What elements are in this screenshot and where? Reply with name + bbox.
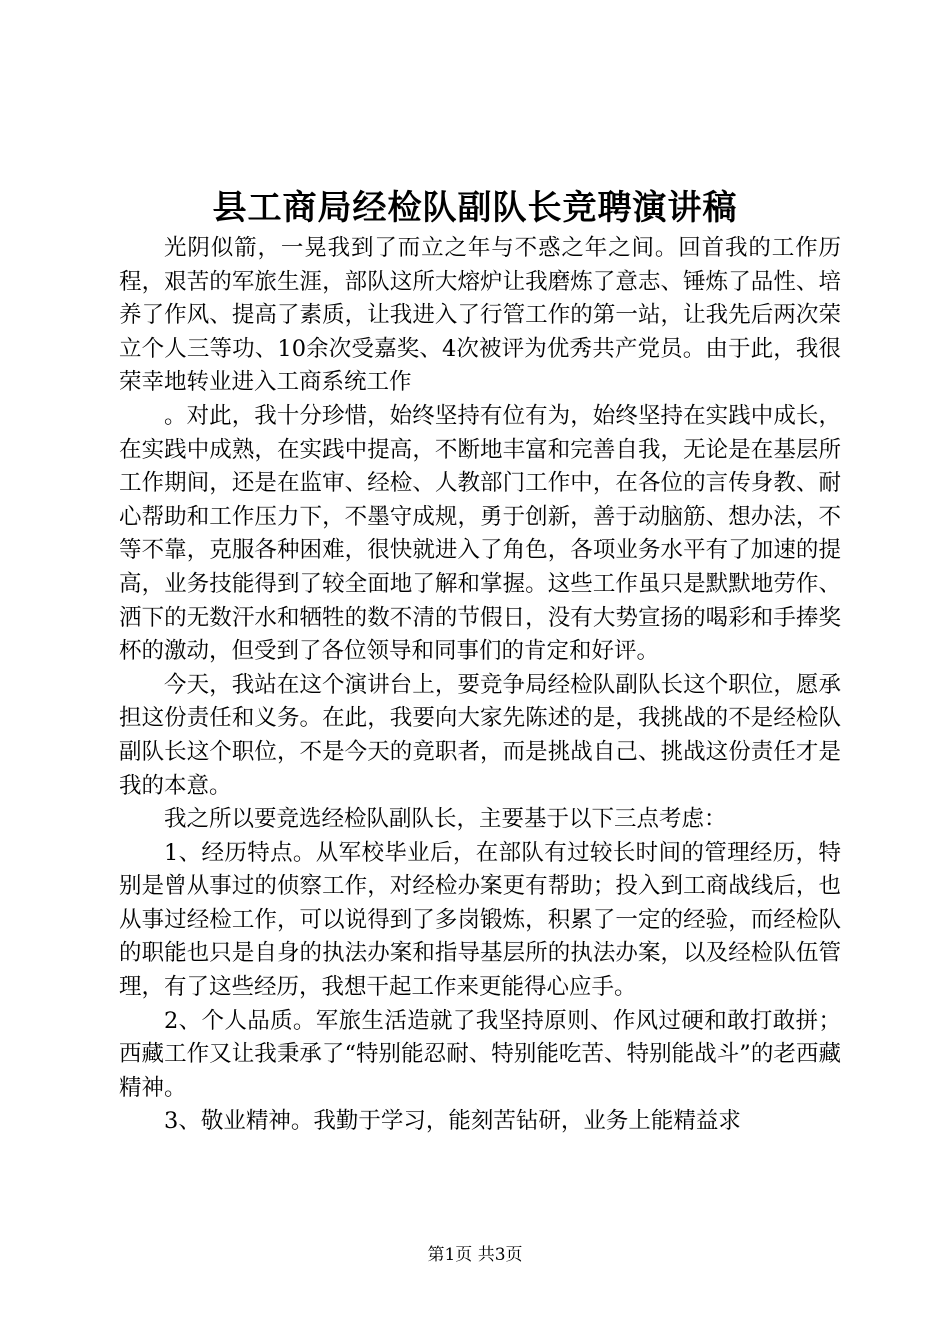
page-footer: 第1页 共3页 (427, 1245, 523, 1265)
paragraph: 1、经历特点。从军校毕业后，在部队有过较长时间的管理经历，特别是曾从事过的侦察工作，对经检办案更有帮助；投入到工商战线后，也从事过经检工作，可以说得到了多岗锻炼，积累了一定的经验，而经检队的职能也只是自身的执法办案和指导基层所的执法办案，以及经检队伍管理，有了这些经历，我想干起工作来更能得心应手。 (119, 839, 841, 1001)
paragraph: 。对此，我十分珍惜，始终坚持有位有为，始终坚持在实践中成长，在实践中成熟，在实践中提高，不断地丰富和完善自我，无论是在基层所工作期间，还是在监审、经检、人教部门工作中，在各位的言传身教、耐心帮助和工作压力下，不墨守成规，勇于创新，善于动脑筋、想办法，不等不靠，克服各种困难，很快就进入了角色，各项业务水平有了加速的提高，业务技能得到了较全面地了解和掌握。这些工作虽只是默默地劳作、洒下的无数汗水和牺牲的数不清的节假日，没有大势宣扬的喝彩和手捧奖杯的激动，但受到了各位领导和同事们的肯定和好评。 (119, 402, 841, 665)
document-title: 县工商局经检队副队长竞聘演讲稿 (212, 188, 738, 228)
document-body (119, 232, 841, 1139)
paragraph: 3、敬业精神。我勤于学习，能刻苦钻研，业务上能精益求 (164, 1108, 741, 1135)
paragraph: 今天，我站在这个演讲台上，要竞争局经检队副队长这个职位，愿承担这份责任和义务。在此，我要向大家先陈述的是，我挑战的不是经检队副队长这个职位，不是今天的竟职者，而是挑战自己、挑战这份责任才是我的本意。 (119, 671, 841, 799)
paragraph: 2、个人品质。军旅生活造就了我坚持原则、作风过硬和敢打敢拼；西藏工作又让我秉承了“特别能忍耐、特别能吃苦、特别能战斗”的老西藏精神。 (119, 1007, 841, 1101)
paragraph: 光阴似箭，一晃我到了而立之年与不惑之年之间。回首我的工作历程，艰苦的军旅生涯，部队这所大熔炉让我磨炼了意志、锤炼了品性、培养了作风、提高了素质，让我进入了行管工作的第一站，让我先后两次荣立个人三等功、10余次受嘉奖、4次被评为优秀共产党员。由于此，我很荣幸地转业进入工商系统工作 (119, 235, 841, 396)
paragraph: 我之所以要竞选经检队副队长，主要基于以下三点考虑： (164, 806, 727, 833)
